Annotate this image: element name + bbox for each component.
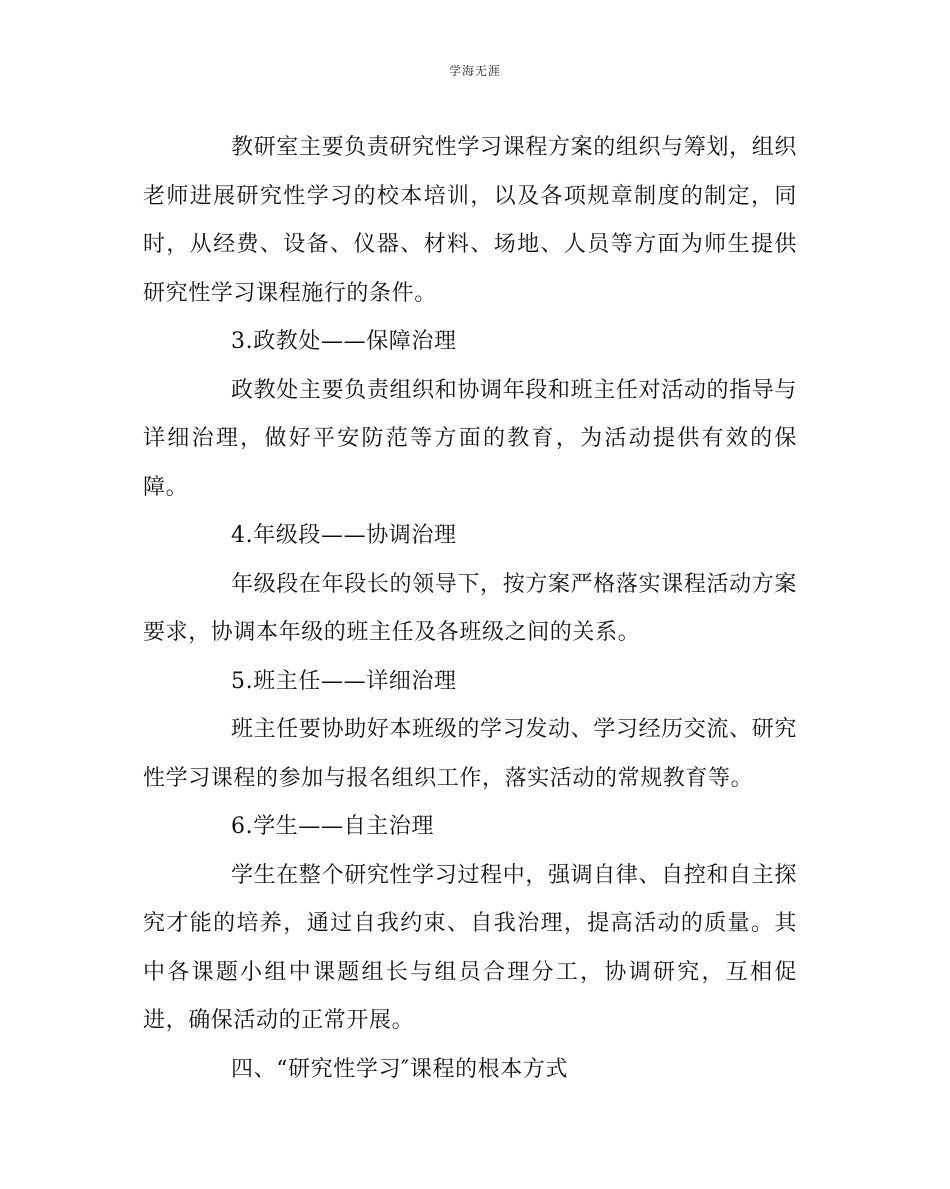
paragraph-class-teacher: 班主任要协助好本班级的学习发动、学习经历交流、研究性学习课程的参加与报名组织工作，落实活动的常规教育等。	[143, 717, 797, 791]
paragraph-grade-section: 年级段在年段长的领导下，按方案严格落实课程活动方案要求，协调本年级的班主任及各班级之间的关系。	[143, 571, 797, 645]
paragraph-students: 学生在整个研究性学习过程中，强调自律、自控和自主探究才能的培养，通过自我约束、自我治理，提高活动的质量。其中各课题小组中课题组长与组员合理分工，协调研究，互相促进，确保活动的正常开展。	[143, 862, 797, 1033]
heading-political-office: 3.政教处——保障治理	[231, 329, 457, 354]
page-header: 学海无涯	[448, 64, 501, 78]
heading-students: 6.学生——自主治理	[231, 814, 434, 839]
heading-class-teacher: 5.班主任——详细治理	[231, 668, 457, 694]
paragraph-political-office: 政教处主要负责组织和协调年段和班主任对活动的指导与详细治理，做好平安防范等方面的教育，为活动提供有效的保障。	[143, 377, 797, 500]
document-body	[143, 124, 797, 1094]
heading-grade-section: 4.年级段——协调治理	[231, 523, 457, 548]
paragraph-teaching-office: 教研室主要负责研究性学习课程方案的组织与筹划，组织老师进展研究性学习的校本培训，以及各项规章制度的制定，同时，从经费、设备、仪器、材料、场地、人员等方面为师生提供研究性学习课程施行的条件。	[143, 135, 797, 306]
section-heading-basic-methods: 四、“研究性学习″课程的根本方式	[231, 1056, 569, 1082]
